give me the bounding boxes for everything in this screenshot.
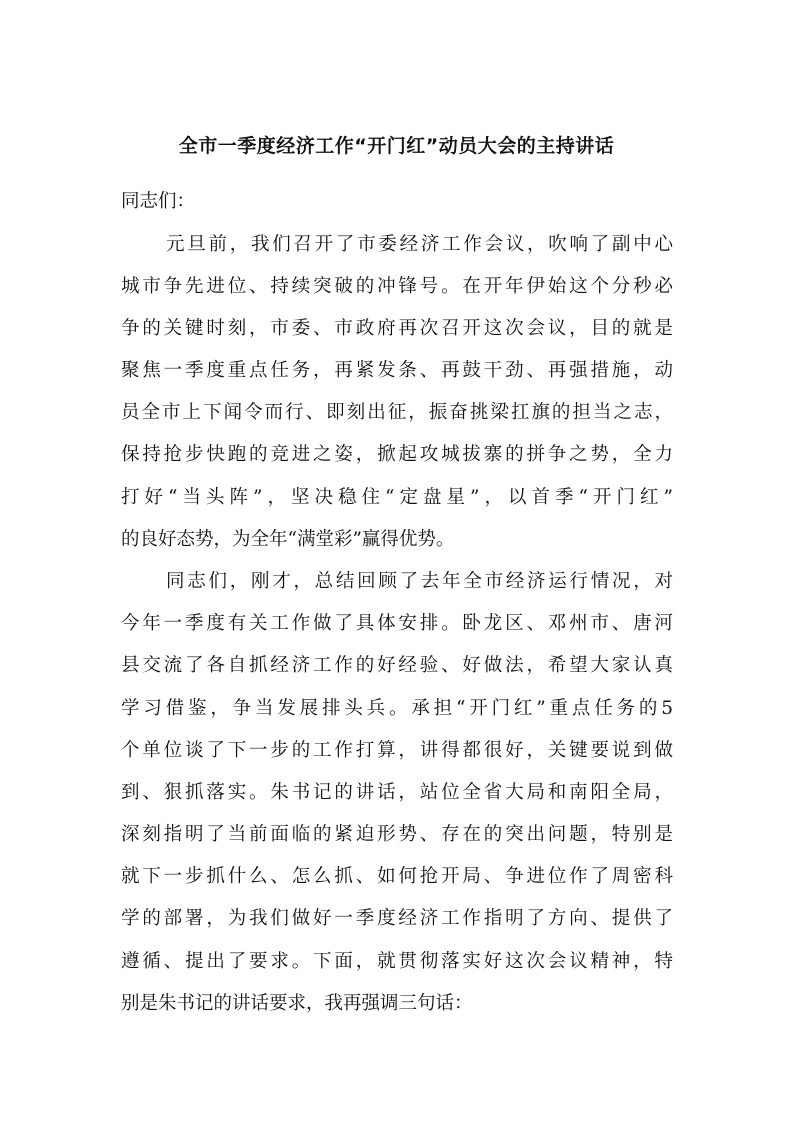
paragraph-2-line-2: 今年一季度有关工作做了具体安排。卧龙区、邓州市、唐河 (121, 613, 673, 634)
paragraph-2-line-10: 遵循、提出了要求。下面，就贯彻落实好这次会议精神，特 (121, 951, 673, 972)
paragraph-2-line-11: 别是朱书记的讲话要求，我再强调三句话： (121, 993, 473, 1014)
paragraph-2-line-4: 学习借鉴，争当发展排头兵。承担“开门红”重点任务的5 (121, 698, 673, 719)
paragraph-2-line-5: 个单位谈了下一步的工作打算，讲得都很好，关键要说到做 (121, 740, 673, 761)
paragraph-2-line-3: 县交流了各自抓经济工作的好经验、好做法，希望大家认真 (121, 655, 673, 676)
paragraph-1-line-7: 打好“当头阵”，坚决稳住“定盘星”，以首季“开门红” (121, 487, 673, 508)
salutation: 同志们： (121, 191, 196, 212)
paragraph-2-line-1: 同志们，刚才，总结回顾了去年全市经济运行情况，对 (166, 571, 673, 592)
paragraph-1-line-4: 聚焦一季度重点任务，再紧发条、再鼓干劲、再强措施，动 (121, 360, 673, 381)
paragraph-1-line-6: 保持抢步快跑的竞进之姿，掀起攻城拔寨的拼争之势，全力 (121, 444, 673, 465)
paragraph-2-line-9: 学的部署，为我们做好一季度经济工作指明了方向、提供了 (121, 908, 673, 929)
paragraph-1-line-3: 争的关键时刻，市委、市政府再次召开这次会议，目的就是 (121, 318, 673, 339)
paragraph-2-line-6: 到、狠抓落实。朱书记的讲话，站位全省大局和南阳全局， (121, 782, 673, 803)
document-title: 全市一季度经济工作“开门红”动员大会的主持讲话 (178, 135, 615, 157)
paragraph-1-line-2: 城市争先进位、持续突破的冲锋号。在开年伊始这个分秒必 (121, 276, 673, 297)
paragraph-1-line-5: 员全市上下闻令而行、即刻出征，振奋挑梁扛旗的担当之志， (121, 402, 673, 423)
paragraph-1-line-1: 元旦前，我们召开了市委经济工作会议，吹响了副中心 (166, 234, 673, 255)
paragraph-1-line-8: 的良好态势，为全年“满堂彩”赢得优势。 (121, 529, 455, 550)
paragraph-2-line-8: 就下一步抓什么、怎么抓、如何抢开局、争进位作了周密科 (121, 866, 673, 887)
paragraph-2-line-7: 深刻指明了当前面临的紧迫形势、存在的突出问题，特别是 (121, 824, 673, 845)
